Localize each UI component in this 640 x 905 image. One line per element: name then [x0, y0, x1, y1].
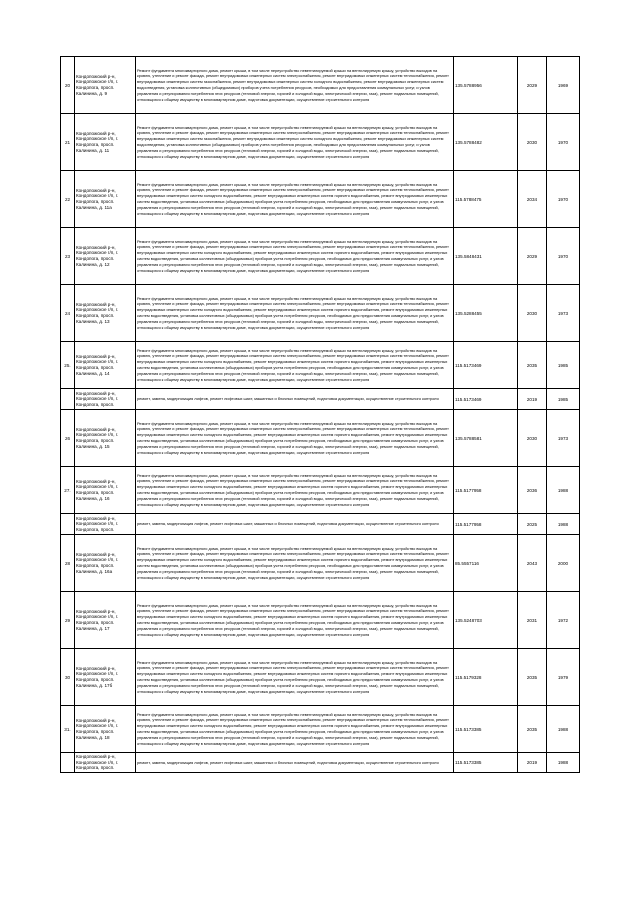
- address-cell: [75, 410, 136, 467]
- cadastral-cell-text: 135.5788482: [455, 139, 482, 145]
- work-description-cell: [136, 592, 454, 649]
- row-number-text: 28: [64, 560, 71, 566]
- cadastral-cell: [454, 410, 518, 467]
- build-year-cell: [547, 57, 580, 114]
- work-description-cell-text: Ремонт фундамента многоквартирного дома, ремонт крыши, в том числе переустройство невентилируемой крыши на вентилируемую крышу, устройство выходов на кровлю, утепление и ремонт фасада, ремонт внутридомовых инженерных систем электроснабжения, ремонт внутридомовых инженерных систем теплоснабжения, ремонт внутридомовых инженерных систем холодного водоснабжения, ремонт внутридомовых инженерных систем горячего водоснабжения, ремонт внутридомовых инженерных систем водоотведения, установка коллективных (общедомовых) приборов учета потребления ресурсов, необходимых для предоставления коммунальных услуг, и узлов управления и регулирования потребления этих ресурсов (тепловой энергии, горячей и холодной воды, электрической энергии, газа), ремонт подвальных помещений, относящихся к общему имуществу в многоквартирном доме, подготовка документации, осуществление строительного контроля: [137, 181, 449, 216]
- row-number-text: 23: [64, 253, 71, 259]
- cadastral-cell-text: 115.5177958: [455, 521, 482, 527]
- build-year-cell-text: 1969: [557, 82, 569, 88]
- address-cell-text: Кондопожский р-н, Кондопожское г/п, г. Кондопога, просп. Калинина, д. 13: [76, 301, 119, 324]
- row-number: [61, 285, 75, 342]
- table-row: [61, 514, 580, 535]
- planned-year-cell: [518, 535, 547, 592]
- planned-year-cell: [518, 753, 547, 773]
- cadastral-cell-text: 115.5173385: [455, 726, 482, 732]
- cadastral-cell-text: 135.5288455: [455, 310, 482, 316]
- planned-year-cell: [518, 514, 547, 535]
- build-year-cell-text: 1970: [557, 196, 569, 202]
- address-cell: [75, 467, 136, 514]
- planned-year-cell-text: 2019: [526, 396, 538, 402]
- row-number: [61, 706, 75, 753]
- work-description-cell-text: ремонт, замена, модернизация лифтов, ремонт лифтовых шахт, машинных и блочных помещений, подготовка документации, осуществление строительного контроля: [137, 759, 439, 765]
- planned-year-cell-text: 2031: [526, 617, 538, 623]
- planned-year-cell-text: 2035: [526, 726, 538, 732]
- planned-year-cell: [518, 389, 547, 410]
- planned-year-cell: [518, 228, 547, 285]
- build-year-cell: [547, 535, 580, 592]
- cadastral-cell: [454, 285, 518, 342]
- address-cell: [75, 592, 136, 649]
- address-cell: [75, 285, 136, 342]
- cadastral-cell-text: 115.5179328: [455, 674, 482, 680]
- cadastral-cell: [454, 114, 518, 171]
- cadastral-cell: [454, 171, 518, 228]
- work-description-cell: [136, 753, 454, 773]
- address-cell: [75, 342, 136, 389]
- row-number: [61, 114, 75, 171]
- cadastral-cell-text: 115.5788475: [455, 196, 482, 202]
- planned-year-cell: [518, 410, 547, 467]
- build-year-cell-text: 1988: [557, 760, 569, 765]
- build-year-cell: [547, 753, 580, 773]
- row-number-text: 20: [64, 82, 71, 88]
- cadastral-cell: [454, 514, 518, 535]
- address-cell-text: Кондопожский р-н, Кондопожское г/п, г. Кондопога, просп. Калинина, д. 11: [76, 130, 119, 153]
- work-description-cell-text: Ремонт фундамента многоквартирного дома, ремонт крыши, в том числе переустройство невентилируемой крыши на вентилируемую крышу, устройство выходов на кровлю, утепление и ремонт фасада, ремонт внутридомовых инженерных систем электроснабжения, ремонт внутридомовых инженерных систем теплоснабжения, ремонт внутридомовых инженерных систем холодного водоснабжения, ремонт внутридомовых инженерных систем горячего водоснабжения, ремонт внутридомовых инженерных систем водоотведения, установка коллективных (общедомовых) приборов учета потребления ресурсов, необходимых для предоставления коммунальных услуг, и узлов управления и регулирования потребления этих ресурсов (тепловой энергии, горячей и холодной воды, электрической энергии, газа), ремонт подвальных помещений, относящихся к общему имуществу в многоквартирном доме, подготовка документации, осуществление строительного контроля: [137, 659, 449, 694]
- table-row: [61, 592, 580, 649]
- build-year-cell: [547, 410, 580, 467]
- build-year-cell: [547, 467, 580, 514]
- address-cell-text: Кондопожский р-н, Кондопожское г/п, г. Кондопога, просп. Калинина, д. 16а: [76, 551, 119, 574]
- build-year-cell-text: 1973: [557, 310, 569, 316]
- planned-year-cell: [518, 649, 547, 706]
- address-cell: [75, 535, 136, 592]
- cadastral-cell-text: 115.5173469: [455, 362, 482, 368]
- table-row: [61, 410, 580, 467]
- address-cell: [75, 389, 136, 410]
- address-cell-text: Кондопожский р-н, Кондопожское г/п, г. Кондопога, просп. Калинина, д. 17: [76, 608, 119, 631]
- table-row: [61, 535, 580, 592]
- build-year-cell-text: 2000: [557, 560, 569, 566]
- address-cell: [75, 706, 136, 753]
- planned-year-cell-text: 2029: [526, 253, 538, 259]
- cadastral-cell: [454, 753, 518, 773]
- work-description-cell-text: Ремонт фундамента многоквартирного дома, ремонт крыши, в том числе переустройство невентилируемой крыши на вентилируемую крышу, устройство выходов на кровлю, утепление и ремонт фасада, ремонт внутридомовых инженерных систем электроснабжения, ремонт внутридомовых инженерных систем теплоснабжения, ремонт внутридомовых инженерных систем холодного водоснабжения, ремонт внутридомовых инженерных систем горячего водоснабжения, ремонт внутридомовых инженерных систем водоотведения, установка коллективных (общедомовых) приборов учета потребления ресурсов, необходимых для предоставления коммунальных услуг, и узлов управления и регулирования потребления этих ресурсов (тепловой энергии, горячей и холодной воды, электрической энергии, газа), ремонт подвальных помещений, относящихся к общему имуществу в многоквартирном доме, подготовка документации, осуществление строительного контроля: [137, 602, 449, 637]
- build-year-cell-text: 1973: [557, 435, 569, 441]
- build-year-cell-text: 1970: [557, 253, 569, 259]
- work-description-cell: [136, 535, 454, 592]
- address-cell-text: Кондопожский р-н, Кондопожское г/п, г. Кондопога, просп. Калинина, д. 15: [76, 426, 119, 449]
- table-row: [61, 114, 580, 171]
- work-description-cell-text: Ремонт фундамента многоквартирного дома, ремонт крыши, в том числе переустройство невентилируемой крыши на вентилируемую крышу, устройство выходов на кровлю, утепление и ремонт фасада, ремонт внутридомовых инженерных систем электроснабжения, ремонт внутридомовых инженерных систем теплоснабжения, ремонт внутридомовых инженерных систем холодного водоснабжения, ремонт внутридомовых инженерных систем горячего водоснабжения, ремонт внутридомовых инженерных систем водоотведения, установка коллективных (общедомовых) приборов учета потребления ресурсов, необходимых для предоставления коммунальных услуг, и узлов управления и регулирования потребления этих ресурсов (тепловой энергии, горячей и холодной воды, электрической энергии, газа), ремонт подвальных помещений, относящихся к общему имуществу в многоквартирном доме, подготовка документации, осуществление строительного контроля: [137, 420, 449, 455]
- row-number-text: 26: [64, 435, 71, 441]
- work-description-cell-text: ремонт, замена, модернизация лифтов, ремонт лифтовых шахт, машинных и блочных помещений, подготовка документации, осуществление строительного контроля: [137, 521, 439, 527]
- cadastral-cell: [454, 706, 518, 753]
- address-cell-text: Кондопожский р-н, Кондопожское г/п, г. Кондопога, просп. Калинина, д. 11а: [76, 187, 119, 210]
- work-description-cell-text: Ремонт фундамента многоквартирного дома, ремонт крыши, в том числе переустройство невентилируемой крыши на вентилируемую крышу, устройство выходов на кровлю, утепление и ремонт фасада, ремонт внутридомовых инженерных систем электроснабжения, ремонт внутридомовых инженерных систем теплоснабжения, ремонт внутридомовых инженерных систем холодного водоснабжения, ремонт внутридомовых инженерных систем горячего водоснабжения, ремонт внутридомовых инженерных систем водоотведения, установка коллективных (общедомовых) приборов учета потребления ресурсов, необходимых для предоставления коммунальных услуг, и узлов управления и регулирования потребления этих ресурсов (тепловой энергии, горячей и холодной воды, электрической энергии, газа), ремонт подвальных помещений, относящихся к общему имуществу в многоквартирном доме, подготовка документации, осуществление строительного контроля: [137, 238, 449, 273]
- work-description-cell-text: Ремонт фундамента многоквартирного дома, ремонт крыши, в том числе переустройство невентилируемой крыши на вентилируемую крышу, устройство выходов на кровлю, утепление и ремонт фасада, ремонт внутридомовых инженерных систем электроснабжения, ремонт внутридомовых инженерных систем теплоснабжения, ремонт внутридомовых инженерных систем холодного водоснабжения, ремонт внутридомовых инженерных систем горячего водоснабжения, ремонт внутридомовых инженерных систем водоотведения, установка коллективных (общедомовых) приборов учета потребления ресурсов, необходимых для предоставления коммунальных услуг, и узлов управления и регулирования потребления этих ресурсов (тепловой энергии, горячей и холодной воды, электрической энергии, газа), ремонт подвальных помещений, относящихся к общему имуществу в многоквартирном доме, подготовка документации, осуществление строительного контроля: [137, 545, 449, 580]
- cadastral-cell-text: 135.5788956: [455, 82, 482, 88]
- planned-year-cell: [518, 467, 547, 514]
- work-description-cell: [136, 514, 454, 535]
- planned-year-cell: [518, 57, 547, 114]
- build-year-cell: [547, 171, 580, 228]
- build-year-cell-text: 1988: [557, 726, 569, 732]
- planned-year-cell-text: 2035: [526, 674, 538, 680]
- row-number: [61, 649, 75, 706]
- table-row: [61, 467, 580, 514]
- work-description-cell-text: Ремонт фундамента многоквартирного дома, ремонт крыши, в том числе переустройство невентилируемой крыши на вентилируемую крышу, устройство выходов на кровлю, утепление и ремонт фасада, ремонт внутридомовых инженерных систем электроснабжения, ремонт внутридомовых инженерных систем теплоснабжения, ремонт внутридомовых инженерных систем газоснабжения, ремонт внутридомовых инженерных систем холодного водоснабжения, ремонт внутридомовых инженерных систем водоотведения, установка коллективных (общедомовых) приборов учета потребления ресурсов, необходимых для предоставления коммунальных услуг, и узлов управления и регулирования потребления этих ресурсов (тепловой энергии, горячей и холодной воды, электрической энергии, газа), ремонт подвальных помещений, относящихся к общему имуществу в многоквартирном доме, подготовка документации, осуществление строительного контроля: [137, 124, 449, 159]
- cadastral-cell-text: 135.5848431: [455, 253, 482, 259]
- work-description-cell: [136, 114, 454, 171]
- table-row: [61, 649, 580, 706]
- planned-year-cell: [518, 592, 547, 649]
- build-year-cell-text: 1988: [557, 487, 569, 493]
- address-cell: [75, 114, 136, 171]
- build-year-cell-text: 1979: [557, 674, 569, 680]
- table-row: [61, 57, 580, 114]
- address-cell-text: Кондопожский р-н, Кондопожское г/п, г. Кондопога, просп. Калинина, д. 12: [76, 244, 119, 267]
- cadastral-cell-text: 85.5557116: [455, 560, 479, 566]
- work-description-cell: [136, 410, 454, 467]
- build-year-cell-text: 1972: [557, 617, 569, 623]
- work-description-cell-text: ремонт, замена, модернизация лифтов, ремонт лифтовых шахт, машинных и блочных помещений, подготовка документации, осуществление строительного контроля: [137, 396, 439, 402]
- table-row: [61, 228, 580, 285]
- row-number: [61, 228, 75, 285]
- planned-year-cell-text: 2035: [526, 362, 538, 368]
- build-year-cell: [547, 592, 580, 649]
- cadastral-cell: [454, 228, 518, 285]
- row-number: [61, 592, 75, 649]
- row-number: [61, 514, 75, 535]
- work-description-cell: [136, 389, 454, 410]
- planned-year-cell-text: 2030: [526, 310, 538, 316]
- work-description-cell-text: Ремонт фундамента многоквартирного дома, ремонт крыши, в том числе переустройство невентилируемой крыши на вентилируемую крышу, устройство выходов на кровлю, утепление и ремонт фасада, ремонт внутридомовых инженерных систем электроснабжения, ремонт внутридомовых инженерных систем теплоснабжения, ремонт внутридомовых инженерных систем холодного водоснабжения, ремонт внутридомовых инженерных систем горячего водоснабжения, ремонт внутридомовых инженерных систем водоотведения, установка коллективных (общедомовых) приборов учета потребления ресурсов, необходимых для предоставления коммунальных услуг, и узлов управления и регулирования потребления этих ресурсов (тепловой энергии, горячей и холодной воды, электрической энергии, газа), ремонт подвальных помещений, относящихся к общему имуществу в многоквартирном доме, подготовка документации, осуществление строительного контроля: [137, 711, 449, 746]
- row-number: [61, 535, 75, 592]
- build-year-cell: [547, 342, 580, 389]
- row-number-text: 31.: [64, 726, 71, 732]
- row-number-text: 25.: [64, 362, 71, 368]
- address-cell-text: Кондопожский р-н, Кондопожское г/п, г. Кондопога, просп.: [76, 754, 119, 771]
- work-description-cell-text: Ремонт фундамента многоквартирного дома, ремонт крыши, в том числе переустройство невентилируемой крыши на вентилируемую крышу, устройство выходов на кровлю, утепление и ремонт фасада, ремонт внутридомовых инженерных систем электроснабжения, ремонт внутридомовых инженерных систем теплоснабжения, ремонт внутридомовых инженерных систем газоснабжения, ремонт внутридомовых инженерных систем холодного водоснабжения, ремонт внутридомовых инженерных систем водоотведения, установка коллективных (общедомовых) приборов учета потребления ресурсов, необходимых для предоставления коммунальных услуг, и узлов управления и регулирования потребления этих ресурсов (тепловой энергии, горячей и холодной воды, электрической энергии, газа), ремонт подвальных помещений, относящихся к общему имуществу в многоквартирном доме, подготовка документации, осуществление строительного контроля: [137, 67, 449, 102]
- work-description-cell: [136, 342, 454, 389]
- work-description-cell: [136, 228, 454, 285]
- work-description-cell-text: Ремонт фундамента многоквартирного дома, ремонт крыши, в том числе переустройство невентилируемой крыши на вентилируемую крышу, устройство выходов на кровлю, утепление и ремонт фасада, ремонт внутридомовых инженерных систем электроснабжения, ремонт внутридомовых инженерных систем теплоснабжения, ремонт внутридомовых инженерных систем холодного водоснабжения, ремонт внутридомовых инженерных систем горячего водоснабжения, ремонт внутридомовых инженерных систем водоотведения, установка коллективных (общедомовых) приборов учета потребления ресурсов, необходимых для предоставления коммунальных услуг, и узлов управления и регулирования потребления этих ресурсов (тепловой энергии, горячей и холодной воды, электрической энергии, газа), ремонт подвальных помещений, относящихся к общему имуществу в многоквартирном доме, подготовка документации, осуществление строительного контроля: [137, 472, 449, 507]
- cadastral-cell-text: 115.5173469: [455, 396, 482, 402]
- row-number: [61, 467, 75, 514]
- build-year-cell-text: 1970: [557, 139, 569, 145]
- address-cell: [75, 649, 136, 706]
- planned-year-cell-text: 2034: [526, 196, 538, 202]
- cadastral-cell: [454, 342, 518, 389]
- work-description-cell: [136, 467, 454, 514]
- build-year-cell: [547, 389, 580, 410]
- address-cell-text: Кондопожский р-н, Кондопожское г/п, г. Кондопога, просп. Калинина, д. 17б: [76, 665, 119, 688]
- address-cell-text: Кондопожский р-н, Кондопожское г/п, г. Кондопога, просп.: [76, 515, 119, 532]
- planned-year-cell-text: 2043: [526, 560, 538, 566]
- cadastral-cell: [454, 649, 518, 706]
- table-row: [61, 753, 580, 773]
- work-description-cell-text: Ремонт фундамента многоквартирного дома, ремонт крыши, в том числе переустройство невентилируемой крыши на вентилируемую крышу, устройство выходов на кровлю, утепление и ремонт фасада, ремонт внутридомовых инженерных систем электроснабжения, ремонт внутридомовых инженерных систем теплоснабжения, ремонт внутридомовых инженерных систем холодного водоснабжения, ремонт внутридомовых инженерных систем горячего водоснабжения, ремонт внутридомовых инженерных систем водоотведения, установка коллективных (общедомовых) приборов учета потребления ресурсов, необходимых для предоставления коммунальных услуг, и узлов управления и регулирования потребления этих ресурсов (тепловой энергии, горячей и холодной воды, электрической энергии, газа), ремонт подвальных помещений, относящихся к общему имуществу в многоквартирном доме, подготовка документации, осуществление строительного контроля: [137, 295, 449, 330]
- cadastral-cell: [454, 535, 518, 592]
- build-year-cell: [547, 514, 580, 535]
- cadastral-cell: [454, 592, 518, 649]
- build-year-cell: [547, 114, 580, 171]
- row-number: [61, 171, 75, 228]
- build-year-cell: [547, 228, 580, 285]
- planned-year-cell-text: 2030: [526, 435, 538, 441]
- build-year-cell: [547, 285, 580, 342]
- address-cell: [75, 57, 136, 114]
- address-cell: [75, 228, 136, 285]
- row-number-text: 30: [64, 674, 71, 680]
- cadastral-cell: [454, 57, 518, 114]
- cadastral-cell-text: 115.5177958: [455, 487, 482, 493]
- table-row: [61, 285, 580, 342]
- build-year-cell: [547, 649, 580, 706]
- build-year-cell-text: 1985: [557, 396, 569, 402]
- row-number-text: 27.: [64, 487, 71, 493]
- cadastral-cell: [454, 467, 518, 514]
- address-cell-text: Кондопожский р-н, Кондопожское г/п, г. Кондопога, просп. Калинина, д. 18: [76, 717, 119, 740]
- work-description-cell: [136, 57, 454, 114]
- build-year-cell-text: 1988: [557, 521, 569, 527]
- address-cell: [75, 514, 136, 535]
- table-row: [61, 342, 580, 389]
- work-description-cell: [136, 649, 454, 706]
- table-row: [61, 706, 580, 753]
- planned-year-cell-text: 2036: [526, 487, 538, 493]
- planned-year-cell-text: 2030: [526, 139, 538, 145]
- address-cell-text: Кондопожский р-н, Кондопожское г/п, г. Кондопога, просп. Калинина, д. 16: [76, 478, 119, 501]
- planned-year-cell: [518, 114, 547, 171]
- row-number: [61, 57, 75, 114]
- work-description-cell: [136, 706, 454, 753]
- cadastral-cell-text: 135.5788581: [455, 435, 482, 441]
- table-row: [61, 171, 580, 228]
- work-description-cell: [136, 171, 454, 228]
- build-year-cell: [547, 706, 580, 753]
- table-row: [61, 389, 580, 410]
- cadastral-cell-text: 135.5248703: [455, 617, 482, 623]
- planned-year-cell-text: 2029: [526, 82, 538, 88]
- row-number: [61, 389, 75, 410]
- row-number-text: 21: [64, 139, 71, 145]
- row-number: [61, 410, 75, 467]
- address-cell-text: Кондопожский р-н, Кондопожское г/п, г. Кондопога, просп. Калинина, д. 9: [76, 73, 119, 96]
- cadastral-cell: [454, 389, 518, 410]
- address-cell-text: Кондопожский р-н, Кондопожское г/п, г. Кондопога, просп.: [76, 390, 119, 407]
- planned-year-cell: [518, 342, 547, 389]
- row-number-text: 29: [64, 617, 71, 623]
- row-number-text: 22: [64, 196, 71, 202]
- address-cell: [75, 171, 136, 228]
- work-description-cell: [136, 285, 454, 342]
- planned-year-cell: [518, 285, 547, 342]
- address-cell: [75, 753, 136, 773]
- cadastral-cell-text: 115.5173385: [455, 760, 482, 765]
- build-year-cell-text: 1985: [557, 362, 569, 368]
- row-number: [61, 753, 75, 773]
- planned-year-cell: [518, 706, 547, 753]
- register-table: [60, 56, 580, 773]
- work-description-cell-text: Ремонт фундамента многоквартирного дома, ремонт крыши, в том числе переустройство невентилируемой крыши на вентилируемую крышу, устройство выходов на кровлю, утепление и ремонт фасада, ремонт внутридомовых инженерных систем электроснабжения, ремонт внутридомовых инженерных систем теплоснабжения, ремонт внутридомовых инженерных систем холодного водоснабжения, ремонт внутридомовых инженерных систем горячего водоснабжения, ремонт внутридомовых инженерных систем водоотведения, установка коллективных (общедомовых) приборов учета потребления ресурсов, необходимых для предоставления коммунальных услуг, и узлов управления и регулирования потребления этих ресурсов (тепловой энергии, горячей и холодной воды, электрической энергии, газа), ремонт подвальных помещений, относящихся к общему имуществу в многоквартирном доме, подготовка документации, осуществление строительного контроля: [137, 347, 449, 382]
- address-cell-text: Кондопожский р-н, Кондопожское г/п, г. Кондопога, просп. Калинина, д. 14: [76, 353, 119, 376]
- row-number: [61, 342, 75, 389]
- planned-year-cell-text: 2019: [526, 760, 538, 765]
- row-number-text: 24: [64, 310, 71, 316]
- planned-year-cell-text: 2025: [526, 521, 538, 527]
- register-body: [61, 57, 580, 773]
- planned-year-cell: [518, 171, 547, 228]
